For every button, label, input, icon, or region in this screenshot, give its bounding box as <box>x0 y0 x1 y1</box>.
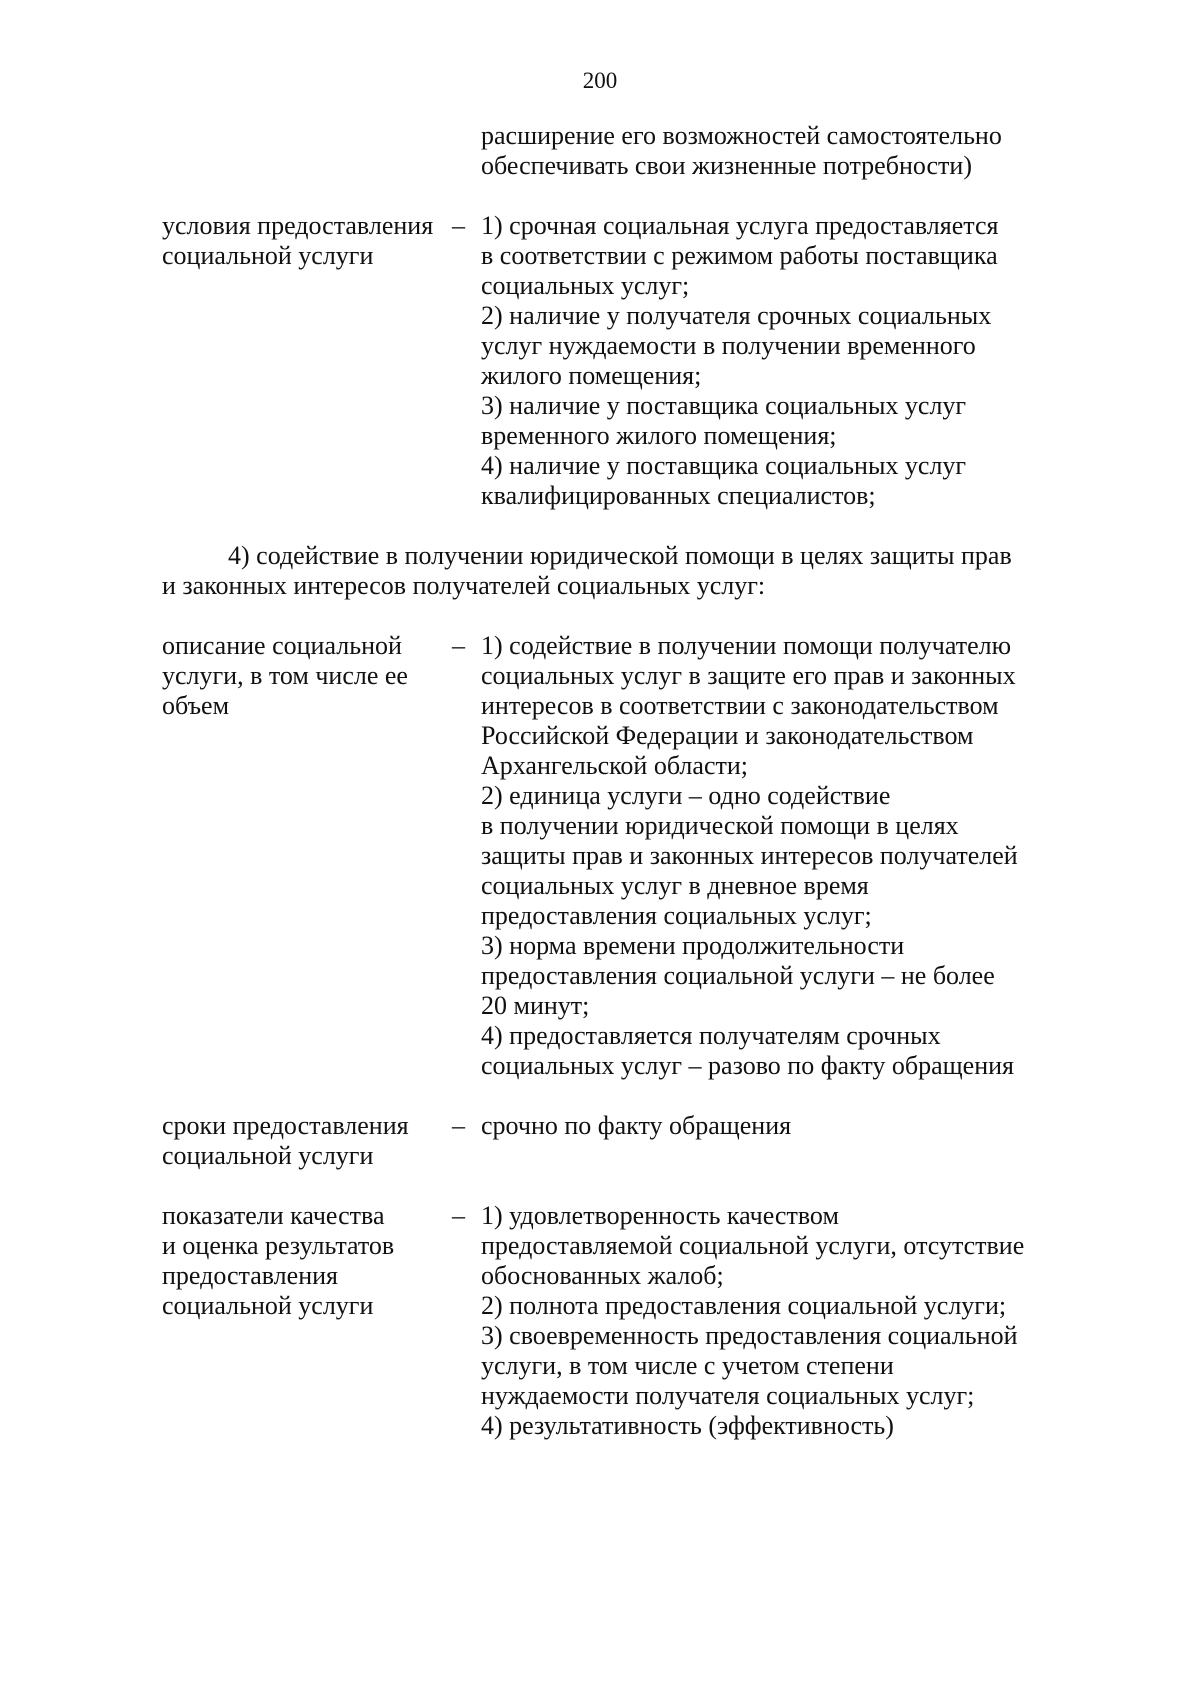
continuation-line: обеспечивать свои жизненные потребности) <box>481 151 972 180</box>
row-value-line: социальных услуг в дневное время <box>481 871 869 900</box>
row-value-line: услуги, в том числе с учетом степени <box>481 1351 894 1380</box>
row-value-line: 4) наличие у поставщика социальных услуг <box>481 451 967 480</box>
row-value-line: в получении юридической помощи в целях <box>481 811 959 840</box>
row-value-line: 3) своевременность предоставления социальной <box>481 1321 1018 1350</box>
row-value-line: квалифицированных специалистов; <box>481 481 876 510</box>
row-value-line: 3) норма времени продолжительности <box>481 931 905 960</box>
continuation-line: расширение его возможностей самостоятельно <box>481 121 1002 150</box>
row-dash: – <box>452 1111 465 1140</box>
row-label-line: и оценка результатов <box>162 1231 395 1260</box>
row-label-line: социальной услуги <box>162 1291 374 1320</box>
row-value-line: 2) единица услуги – одно содействие <box>481 781 891 810</box>
row-value-line: социальных услуг в защите его прав и законных <box>481 661 1016 690</box>
row-value-line: 1) удовлетворенность качеством <box>481 1201 839 1230</box>
row-value-line: защиты прав и законных интересов получателей <box>481 841 1018 870</box>
section-heading-line: и законных интересов получателей социальных услуг: <box>162 571 766 600</box>
row-label-line: социальной услуги <box>162 241 374 270</box>
row-label-line: описание социальной <box>162 631 402 660</box>
row-value-line: интересов в соответствии с законодательством <box>481 691 999 720</box>
row-value-line: 3) наличие у поставщика социальных услуг <box>481 391 967 420</box>
row-value-line: 20 минут; <box>481 991 590 1020</box>
row-dash: – <box>452 211 465 240</box>
row-value-line: 4) предоставляется получателям срочных <box>481 1021 941 1050</box>
row-value-line: Архангельской области; <box>481 751 748 780</box>
row-value-line: 1) срочная социальная услуга предоставляется <box>481 211 999 240</box>
page-number: 200 <box>582 68 618 93</box>
row-label-line: условия предоставления <box>162 211 434 240</box>
row-value-line: предоставления социальной услуги – не более <box>481 961 995 990</box>
row-value-line: социальных услуг; <box>481 271 690 300</box>
row-value-line: 4) результативность (эффективность) <box>481 1411 894 1440</box>
row-value-line: 2) наличие у получателя срочных социальных <box>481 301 992 330</box>
row-value-line: социальных услуг – разово по факту обращения <box>481 1051 1015 1080</box>
row-label-line: предоставления <box>162 1261 338 1290</box>
row-value-line: Российской Федерации и законодательством <box>481 721 974 750</box>
row-dash: – <box>452 631 465 660</box>
row-value-line: временного жилого помещения; <box>481 421 837 450</box>
row-value-line: срочно по факту обращения <box>481 1111 792 1140</box>
row-label-line: сроки предоставления <box>162 1111 409 1140</box>
row-value-line: жилого помещения; <box>481 361 702 390</box>
row-label-line: показатели качества <box>162 1201 385 1230</box>
section-heading-line: 4) содействие в получении юридической помощи в целях защиты прав <box>228 541 1012 570</box>
row-label-line: объем <box>162 691 230 720</box>
row-value-line: 1) содействие в получении помощи получателю <box>481 631 1012 660</box>
row-value-line: предоставляемой социальной услуги, отсутствие <box>481 1231 1025 1260</box>
row-label-line: услуги, в том числе ее <box>162 661 408 690</box>
row-value-line: обоснованных жалоб; <box>481 1261 724 1290</box>
row-value-line: 2) полнота предоставления социальной услуги; <box>481 1291 1007 1320</box>
row-value-line: услуг нуждаемости в получении временного <box>481 331 976 360</box>
row-dash: – <box>452 1201 465 1230</box>
row-value-line: в соответствии с режимом работы поставщика <box>481 241 998 270</box>
row-value-line: предоставления социальных услуг; <box>481 901 872 930</box>
row-value-line: нуждаемости получателя социальных услуг; <box>481 1381 975 1410</box>
row-label-line: социальной услуги <box>162 1141 374 1170</box>
